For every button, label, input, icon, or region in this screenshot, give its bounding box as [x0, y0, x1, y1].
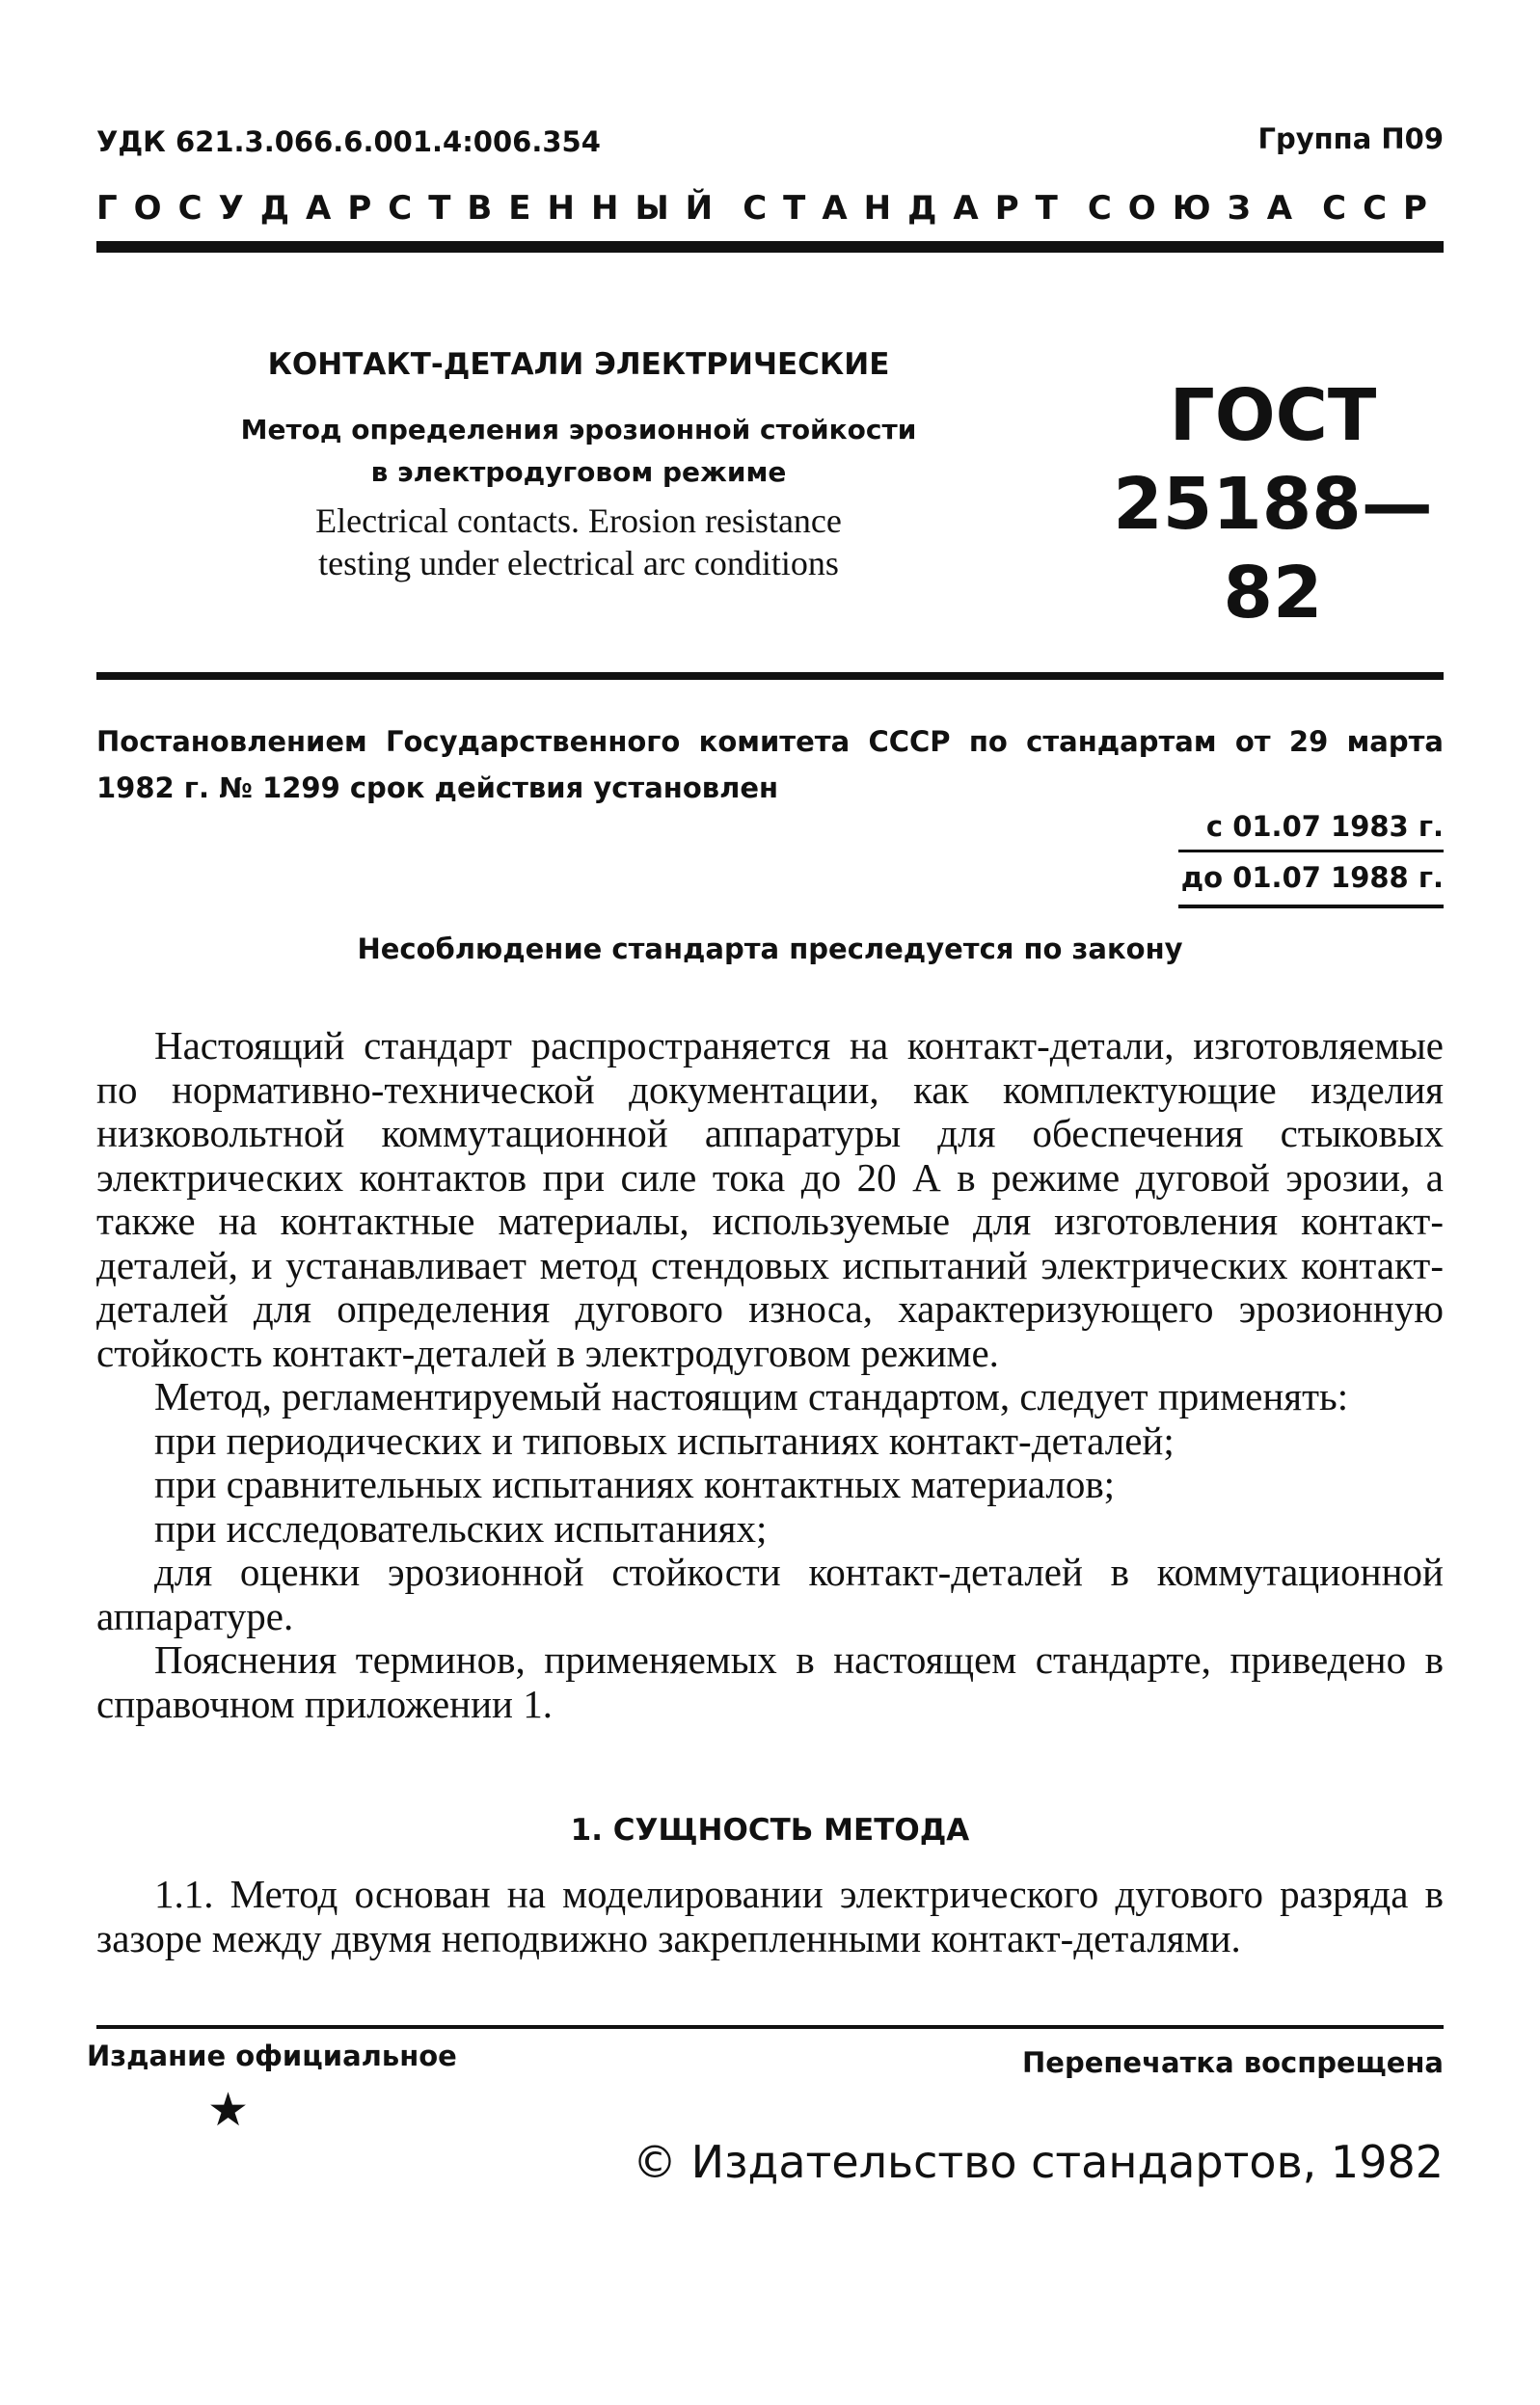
footer-divider — [96, 2025, 1444, 2029]
date-divider — [1178, 905, 1444, 908]
clause-1-1: 1.1. Метод основан на моделировании электрического дугового разряда в зазоре между двумя неподвижно закрепленными контакт-деталями. — [96, 1872, 1444, 1960]
method-use-paragraph: Метод, регламентируемый настоящим стандартом, следует применять: — [154, 1374, 1349, 1419]
intro-paragraph: Настоящий стандарт распространяется на контакт-детали, изготовляемые по нормативно-технической документации, как комплектующие изделия низковольтной коммутационной аппаратуры для обеспечения стыковых электрических контактов при силе тока до 20 А в режиме дуговой эрозии, а также на контактные материалы, используемые для изготовления контакт-деталей, и устанавливает метод стендовых испытаний электрических контакт-деталей для определения дугового износа, характеризующего эрозионную стойкость контакт-деталей в электродуговом режиме. — [96, 1023, 1444, 1375]
subtitle-en-line1: Electrical contacts. Erosion resistance — [315, 501, 842, 540]
gost-designation — [1080, 371, 1466, 637]
date-divider — [1178, 850, 1444, 852]
header-divider — [96, 241, 1444, 253]
date-from: с 01.07 1983 г. — [1205, 810, 1444, 843]
document-title-block — [193, 347, 964, 584]
udk-code: УДК 621.3.066.6.001.4:006.354 — [96, 125, 601, 158]
list-item: для оценки эрозионной стойкости контакт-деталей в коммутационной аппаратуре. — [96, 1550, 1444, 1638]
list-item: при исследовательских испытаниях; — [154, 1505, 768, 1551]
decree-text: Постановлением Государственного комитета СССР по стандартам от 29 марта 1982 г. № 1299 срок действия установлен — [96, 725, 1444, 804]
law-notice: Несоблюдение стандарта преследуется по закону — [357, 932, 1183, 965]
gost-number: 25188—82 — [1113, 463, 1433, 635]
state-title-word: ГОСУДАРСТВЕННЫЙ — [96, 189, 730, 228]
section-body — [96, 1873, 1444, 1960]
document-title: КОНТАКТ-ДЕТАЛИ ЭЛЕКТРИЧЕСКИЕ — [267, 347, 890, 382]
edition-label: Издание официальное — [87, 2040, 457, 2072]
reprint-notice: Перепечатка воспрещена — [1022, 2046, 1444, 2079]
body-text — [96, 1023, 1444, 1726]
copyright-notice: © Издательство стандартов, 1982 — [633, 2136, 1444, 2188]
list-item: при сравнительных испытаниях контактных материалов; — [154, 1462, 1116, 1506]
subtitle-ru-line2: в электродуговом режиме — [370, 456, 787, 488]
gost-label: ГОСТ — [1169, 374, 1377, 457]
group-code: Группа П09 — [1257, 122, 1444, 155]
state-title-word: СОЮЗА — [1087, 189, 1310, 228]
terms-paragraph: Пояснения терминов, применяемых в настоящем стандарте, приведено в справочном приложении 1. — [96, 1637, 1444, 1726]
state-title-word: СТАНДАРТ — [743, 189, 1074, 228]
section-heading: 1. СУЩНОСТЬ МЕТОДА — [570, 1813, 970, 1848]
list-item: при периодических и типовых испытаниях контакт-деталей; — [154, 1418, 1175, 1463]
subtitle-en-line2: testing under electrical arc conditions — [318, 544, 839, 582]
date-to: до 01.07 1988 г. — [1180, 861, 1444, 894]
star-icon: ★ — [207, 2083, 250, 2137]
state-standard-header — [96, 189, 1444, 228]
state-title-word: ССР — [1322, 189, 1444, 228]
subtitle-ru-line1: Метод определения эрозионной стойкости — [240, 414, 917, 446]
title-divider — [96, 672, 1444, 680]
